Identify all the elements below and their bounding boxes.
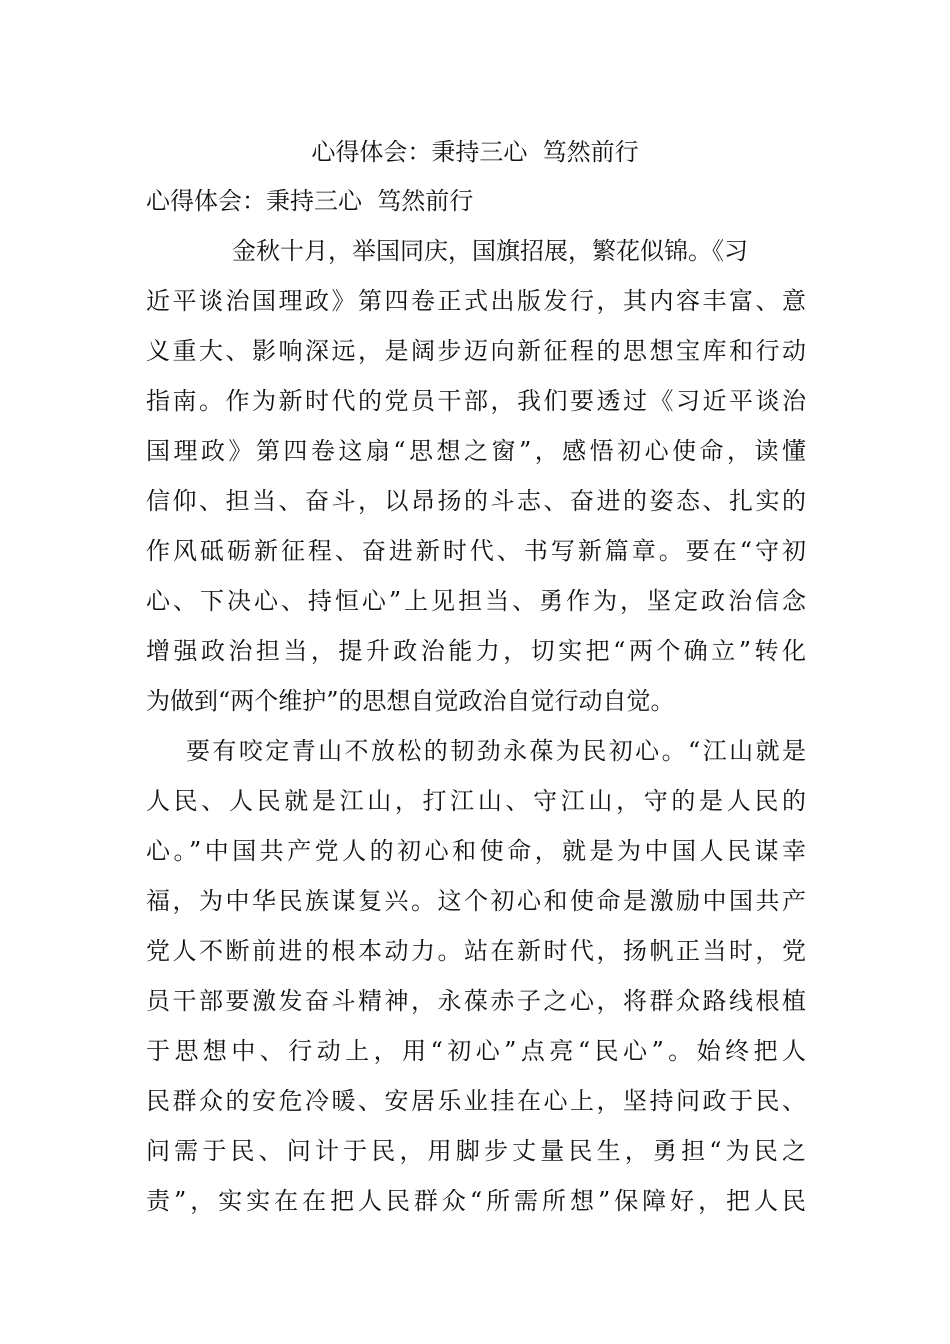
paragraph-line: 信仰、担当、奋斗，以昂扬的斗志、奋进的姿态、扎实的 xyxy=(146,487,806,515)
paragraph-line: 作风砥砺新征程、奋进新时代、书写新篇章。要在“守初 xyxy=(146,537,806,565)
paragraph-line: 增强政治担当，提升政治能力，切实把“两个确立”转化 xyxy=(146,637,806,665)
paragraph-line: 责”，实实在在把人民群众“所需所想”保障好，把人民 xyxy=(146,1187,806,1215)
paragraph-line: 指南。作为新时代的党员干部，我们要透过《习近平谈治 xyxy=(146,387,806,415)
paragraph-line: 福，为中华民族谋复兴。这个初心和使命是激励中国共产 xyxy=(146,887,806,915)
paragraph-line: 员干部要激发奋斗精神，永葆赤子之心，将群众路线根植 xyxy=(146,987,806,1015)
paragraph-line: 近平谈治国理政》第四卷正式出版发行，其内容丰富、意 xyxy=(146,287,806,315)
paragraph-line: 心、下决心、持恒心”上见担当、勇作为，坚定政治信念 xyxy=(146,587,806,615)
paragraph-line: 金秋十月，举国同庆，国旗招展，繁花似锦。《习 xyxy=(232,237,748,265)
paragraph-line: 民群众的安危冷暖、安居乐业挂在心上，坚持问政于民、 xyxy=(146,1087,806,1115)
document-subtitle: 心得体会：秉持三心 笃然前行 xyxy=(146,187,474,215)
paragraph-line: 要有咬定青山不放松的韧劲永葆为民初心。“江山就是 xyxy=(186,737,806,765)
paragraph-line: 国理政》第四卷这扇“思想之窗”，感悟初心使命，读懂 xyxy=(146,437,806,465)
paragraph-line: 义重大、影响深远，是阔步迈向新征程的思想宝库和行动 xyxy=(146,337,806,365)
paragraph-line: 党人不断前进的根本动力。站在新时代，扬帆正当时，党 xyxy=(146,937,806,965)
document-title: 心得体会：秉持三心 笃然前行 xyxy=(311,138,639,166)
paragraph-line: 问需于民、问计于民，用脚步丈量民生，勇担“为民之 xyxy=(146,1137,806,1165)
paragraph-line: 心。”中国共产党人的初心和使命，就是为中国人民谋幸 xyxy=(146,837,806,865)
paragraph-line: 为做到“两个维护”的思想自觉政治自觉行动自觉。 xyxy=(146,687,675,715)
paragraph-line: 于思想中、行动上，用“初心”点亮“民心”。始终把人 xyxy=(146,1037,806,1065)
paragraph-line: 人民、人民就是江山，打江山、守江山，守的是人民的 xyxy=(146,787,806,815)
